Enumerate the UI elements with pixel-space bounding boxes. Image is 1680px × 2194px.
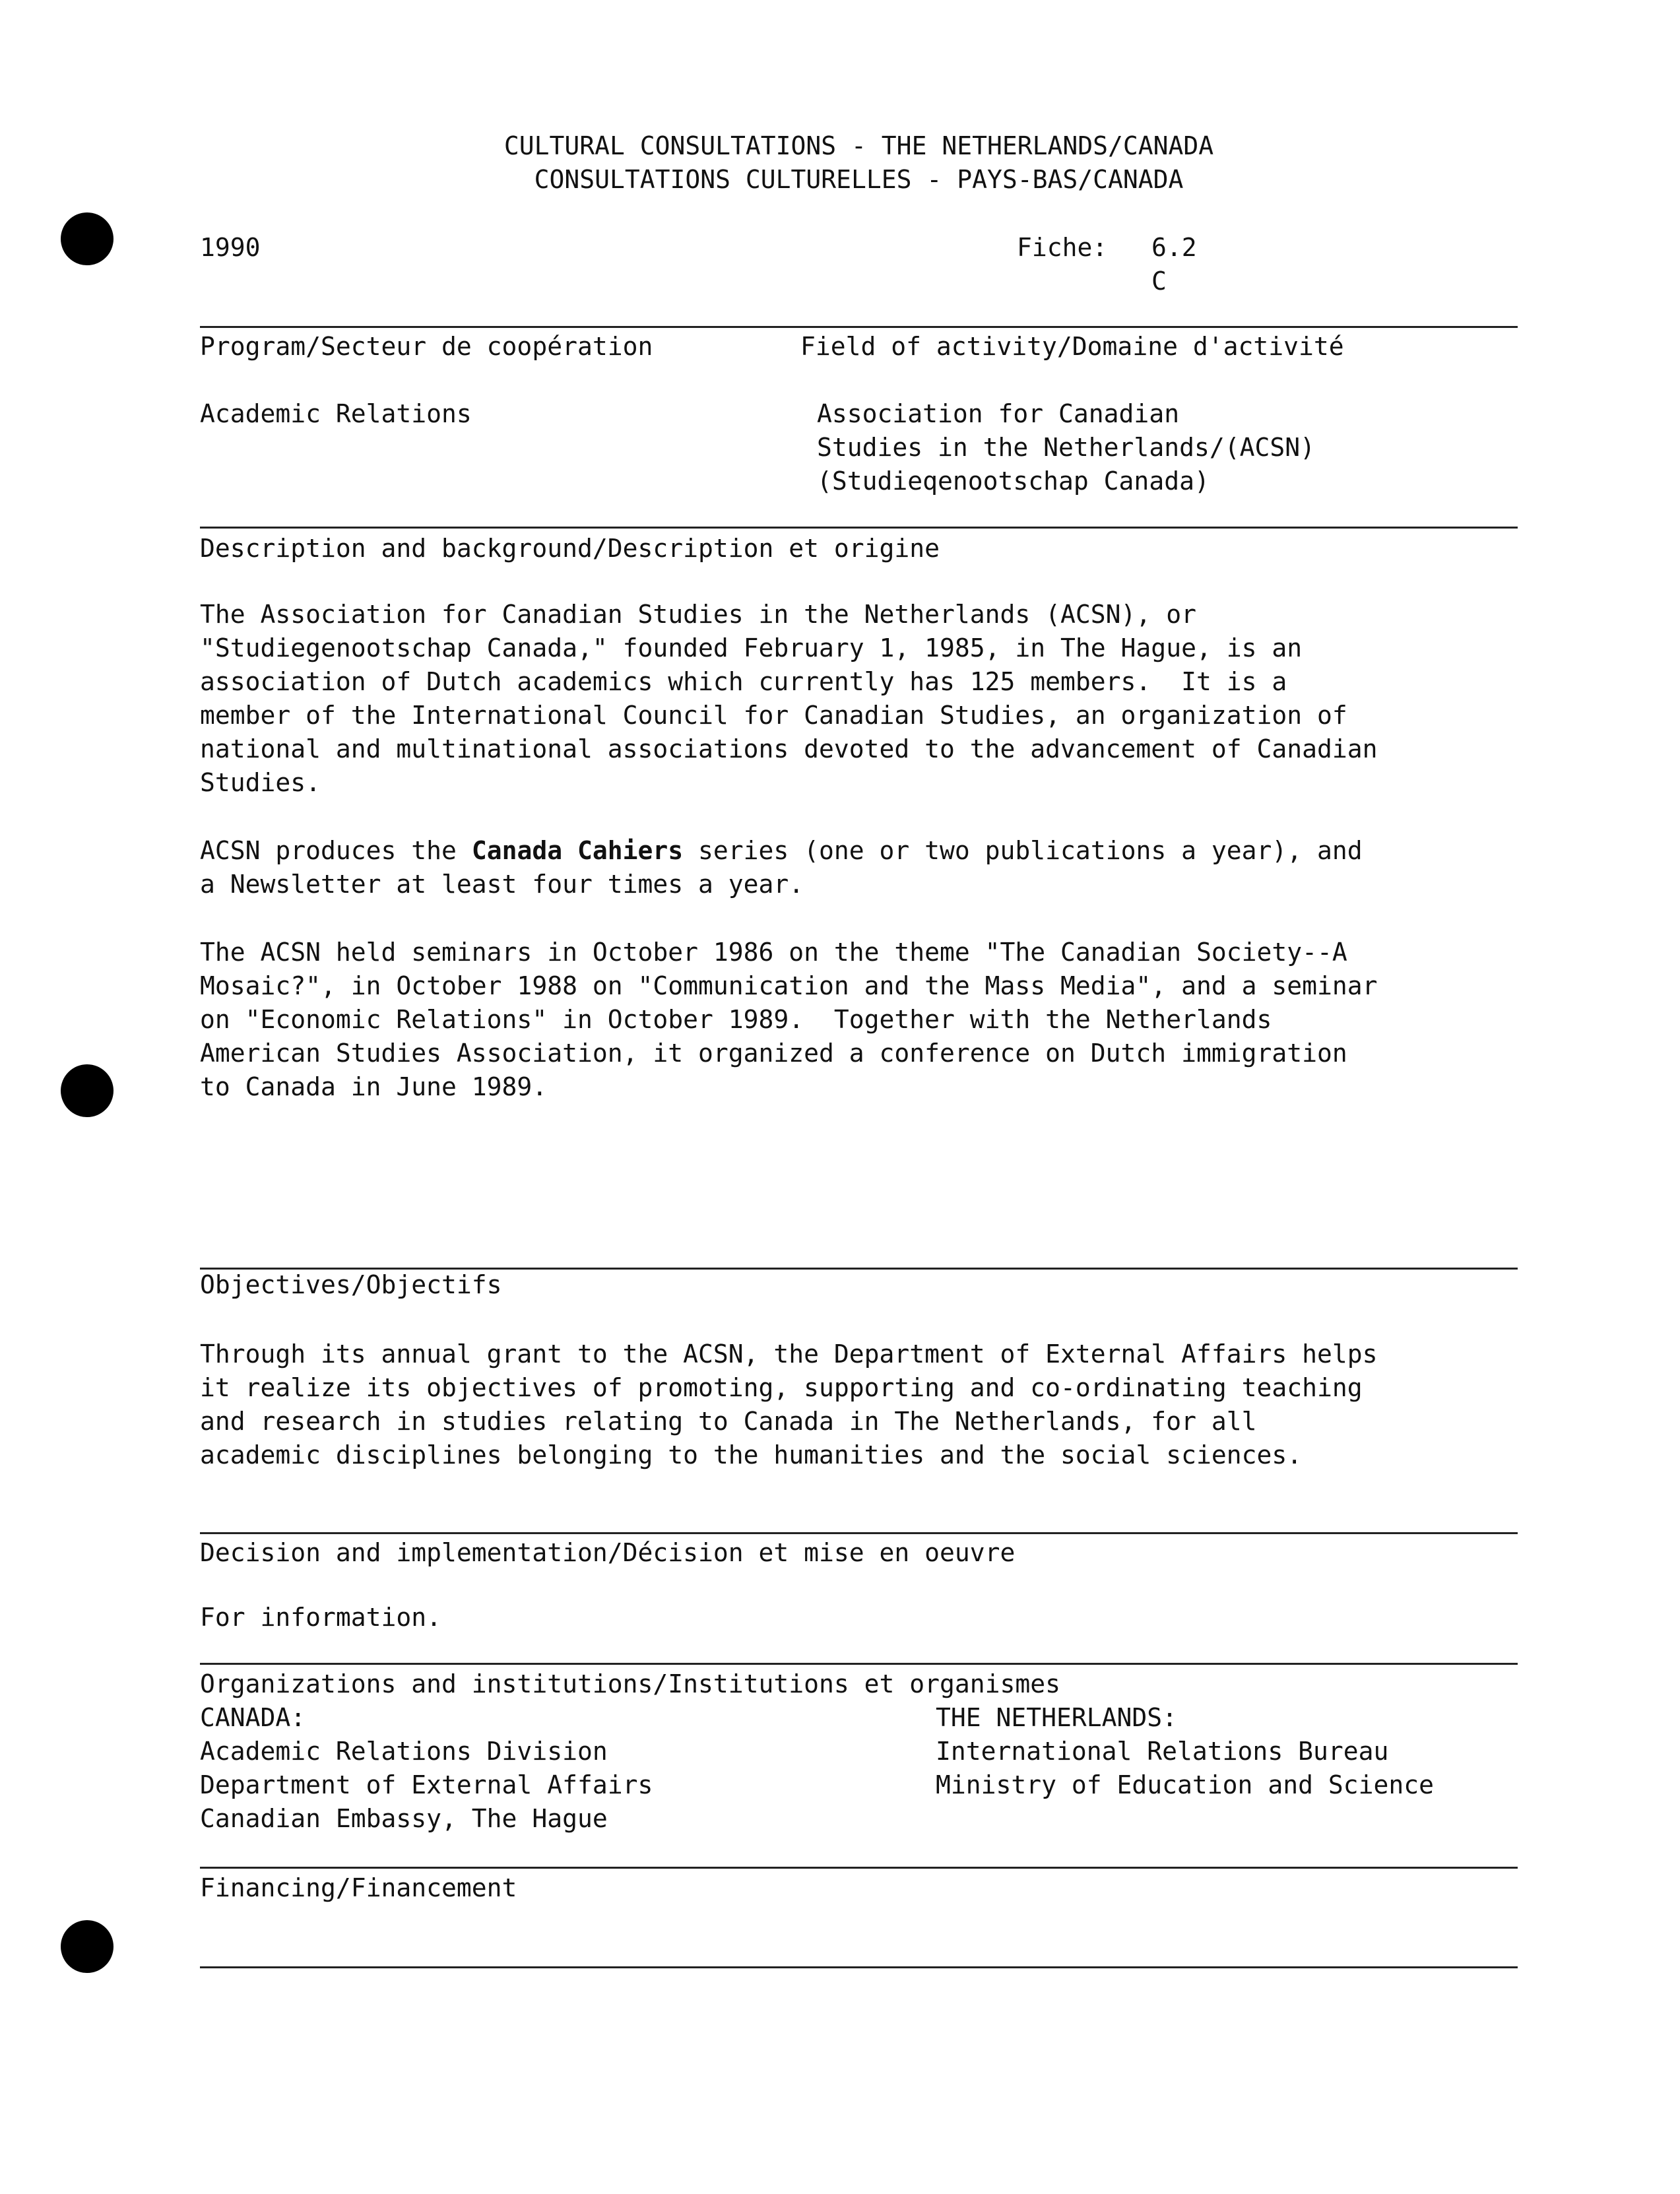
decision-text: For information. [200, 1603, 442, 1632]
punch-hole-bottom [61, 1920, 113, 1973]
title-french: CONSULTATIONS CULTURELLES - PAYS-BAS/CANADA [534, 165, 1184, 194]
program-label: Program/Secteur de coopération [200, 332, 653, 361]
divider [200, 1532, 1518, 1534]
seminars-line: The ACSN held seminars in October 1986 on the theme "The Canadian Society--A [200, 938, 1347, 967]
description-line: "Studiegenootschap Canada," founded February 1, 1985, in The Hague, is an [200, 633, 1303, 662]
publications-line [200, 834, 1520, 868]
description-line: national and multinational associations devoted to the advancement of Canadian [200, 734, 1378, 763]
divider [200, 527, 1518, 529]
organizations-heading: Organizations and institutions/Institutions et organismes [200, 1669, 1061, 1698]
publications-prefix: ACSN produces the [200, 836, 472, 865]
netherlands-organization: International Relations Bureau [936, 1737, 1389, 1766]
canada-organization: Academic Relations Division [200, 1737, 608, 1766]
field-line: Studies in the Netherlands/(ACSN) [817, 433, 1315, 462]
fiche-number: 6.2 [1151, 233, 1197, 262]
punch-hole-middle [61, 1064, 113, 1117]
field-label: Field of activity/Domaine d'activité [800, 332, 1344, 361]
divider [200, 326, 1518, 328]
seminars-line: on "Economic Relations" in October 1989. Together with the Netherlands [200, 1005, 1272, 1034]
canada-organization: Canadian Embassy, The Hague [200, 1804, 608, 1833]
netherlands-organization: Ministry of Education and Science [936, 1770, 1434, 1799]
objectives-line: it realize its objectives of promoting, supporting and co-ordinating teaching [200, 1373, 1363, 1402]
description-line: Studies. [200, 768, 321, 797]
canada-organization: Department of External Affairs [200, 1770, 653, 1799]
decision-heading: Decision and implementation/Décision et mise en oeuvre [200, 1538, 1016, 1567]
description-line: member of the International Council for Canadian Studies, an organization of [200, 701, 1347, 730]
field-line: Association for Canadian [817, 399, 1180, 428]
year: 1990 [200, 233, 261, 262]
financing-heading: Financing/Financement [200, 1873, 517, 1902]
divider [200, 1966, 1518, 1968]
fiche-label: Fiche: [1017, 233, 1108, 262]
seminars-line: Mosaic?", in October 1988 on "Communication and the Mass Media", and a seminar [200, 971, 1378, 1000]
fiche-letter: C [1151, 267, 1167, 296]
publications-line: a Newsletter at least four times a year. [200, 870, 804, 899]
seminars-line: to Canada in June 1989. [200, 1072, 548, 1101]
netherlands-label: THE NETHERLANDS: [936, 1703, 1178, 1732]
description-line: The Association for Canadian Studies in the Netherlands (ACSN), or [200, 600, 1196, 629]
description-line: association of Dutch academics which currently has 125 members. It is a [200, 667, 1287, 696]
publications-suffix: series (one or two publications a year), and [683, 836, 1363, 865]
objectives-line: and research in studies relating to Canada in The Netherlands, for all [200, 1407, 1257, 1436]
field-line: (Studieqenootschap Canada) [817, 467, 1210, 496]
publication-title: Canada Cahiers [471, 836, 684, 865]
objectives-line: academic disciplines belonging to the humanities and the social sciences. [200, 1440, 1303, 1469]
punch-hole-top [61, 212, 113, 265]
description-heading: Description and background/Description et origine [200, 534, 940, 563]
title-english: CULTURAL CONSULTATIONS - THE NETHERLANDS/CANADA [503, 131, 1214, 160]
objectives-heading: Objectives/Objectifs [200, 1270, 502, 1299]
divider [200, 1867, 1518, 1869]
program-value: Academic Relations [200, 399, 472, 428]
canada-label: CANADA: [200, 1703, 306, 1732]
objectives-line: Through its annual grant to the ACSN, the Department of External Affairs helps [200, 1339, 1378, 1369]
divider [200, 1663, 1518, 1665]
seminars-line: American Studies Association, it organized a conference on Dutch immigration [200, 1039, 1347, 1068]
